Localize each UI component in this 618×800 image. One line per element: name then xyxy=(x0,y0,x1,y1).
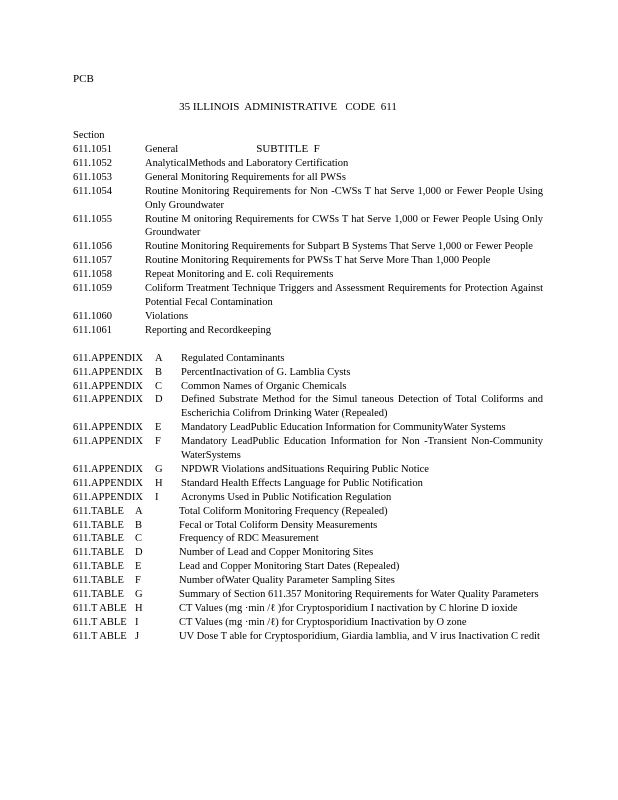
section-row xyxy=(73,171,543,185)
table-row xyxy=(73,532,543,546)
section-number: 611.1059 xyxy=(73,283,112,295)
table-number: 611.T ABLE xyxy=(73,630,127,642)
table-title: Total Coliform Monitoring Frequency (Repealed) xyxy=(179,505,388,517)
section-number: 611.1060 xyxy=(73,310,112,322)
table-row xyxy=(73,616,543,630)
table-number: 611.TABLE xyxy=(73,519,124,531)
section-row xyxy=(73,268,543,282)
table-letter: E xyxy=(135,561,142,573)
appendix-number: 611.APPENDIX xyxy=(73,463,143,475)
tables-list xyxy=(73,505,543,644)
section-title: Routine Monitoring Requirements for Subpart B Systems That Serve 1,000 or Fewer People xyxy=(145,241,533,253)
section-row xyxy=(73,324,543,338)
section-title: Routine Monitoring Requirements for PWSs T hat Serve More Than 1,000 People xyxy=(145,255,491,267)
table-letter: B xyxy=(135,519,143,531)
appendix-letter: A xyxy=(155,352,163,364)
appendix-letter: H xyxy=(155,477,163,489)
table-title: Number ofWater Quality Parameter Sampling Sites xyxy=(179,575,395,587)
table-title: Summary of Section 611.357 Monitoring Requirements for Water Quality Parameters xyxy=(179,589,539,601)
section-number: 611.1055 xyxy=(73,213,112,225)
appendix-title: PercentInactivation of G. Lamblia Cysts xyxy=(181,366,351,378)
appendix-row xyxy=(73,463,543,477)
table-row xyxy=(73,574,543,588)
table-title: Number of Lead and Copper Monitoring Sites xyxy=(179,547,374,559)
table-number: 611.T ABLE xyxy=(73,616,127,628)
appendix-number: 611.APPENDIX xyxy=(73,366,143,378)
section-title: Coliform Treatment Technique Triggers and Assessment Requirements for Protection Against Potential Fecal Contamination xyxy=(145,283,543,308)
section-title: Reporting and Recordkeeping xyxy=(145,324,271,336)
appendix-number: 611.APPENDIX xyxy=(73,491,143,503)
appendix-number: 611.APPENDIX xyxy=(73,422,143,434)
section-row xyxy=(73,185,543,213)
table-row xyxy=(73,602,543,616)
table-title: Frequency of RDC Measurement xyxy=(179,533,319,545)
table-letter: C xyxy=(135,533,143,545)
section-title: Repeat Monitoring and E. coli Requirements xyxy=(145,269,334,281)
table-letter: F xyxy=(135,575,141,587)
table-number: 611.TABLE xyxy=(73,547,124,559)
table-row xyxy=(73,519,543,533)
section-row xyxy=(73,143,543,157)
table-number: 611.TABLE xyxy=(73,589,124,601)
appendix-row xyxy=(73,421,543,435)
appendix-row xyxy=(73,491,543,505)
appendix-letter: I xyxy=(155,491,159,503)
sections-list xyxy=(73,143,543,338)
table-title: CT Values (mg ·min /ℓ )for Cryptosporidium I nactivation by C hlorine D ioxide xyxy=(179,603,518,614)
section-number: 611.1052 xyxy=(73,157,112,169)
section-title: Routine M onitoring Requirements for CWSs T hat Serve 1,000 or Fewer People Using Only Groundwater xyxy=(145,213,543,239)
table-row xyxy=(73,505,543,519)
table-title: UV Dose T able for Cryptosporidium, Giardia lamblia, and V irus Inactivation C redit xyxy=(179,630,540,642)
section-number: 611.1053 xyxy=(73,171,112,183)
table-row xyxy=(73,560,543,574)
table-title: CT Values (mg ·min /ℓ) for Cryptosporidium Inactivation by O zone xyxy=(179,616,467,628)
appendix-letter: E xyxy=(155,422,162,434)
appendix-letter: B xyxy=(155,366,163,378)
section-row xyxy=(73,282,543,310)
table-letter: J xyxy=(135,630,140,642)
appendix-letter: C xyxy=(155,380,163,392)
section-number: 611.1056 xyxy=(73,241,112,253)
table-row xyxy=(73,588,543,602)
section-title: General Monitoring Requirements for all PWSs xyxy=(145,171,346,183)
section-title: AnalyticalMethods and Laboratory Certification xyxy=(145,157,349,169)
table-number: 611.TABLE xyxy=(73,575,124,587)
appendices-list xyxy=(73,352,543,505)
section-title: General xyxy=(145,144,179,155)
table-row xyxy=(73,630,543,644)
section-row xyxy=(73,254,543,268)
table-letter: A xyxy=(135,505,143,517)
table-letter: H xyxy=(135,603,143,614)
table-number: 611.TABLE xyxy=(73,505,124,517)
table-title: Fecal or Total Coliform Density Measurements xyxy=(179,519,378,531)
spacer xyxy=(73,338,543,352)
section-number: 611.1061 xyxy=(73,324,112,336)
table-number: 611.T ABLE xyxy=(73,603,127,614)
appendix-letter: F xyxy=(155,436,161,448)
appendix-title: Regulated Contaminants xyxy=(181,352,285,364)
appendix-number: 611.APPENDIX xyxy=(73,394,143,406)
section-title: Violations xyxy=(145,310,189,322)
appendix-title: Common Names of Organic Chemicals xyxy=(181,380,347,392)
section-number: 611.1054 xyxy=(73,185,112,197)
appendix-number: 611.APPENDIX xyxy=(73,436,143,448)
section-row xyxy=(73,240,543,254)
appendix-title: Acronyms Used in Public Notification Regulation xyxy=(181,491,392,503)
table-letter: G xyxy=(135,589,143,601)
appendix-row xyxy=(73,435,543,463)
header-agency: PCB xyxy=(73,73,94,85)
appendix-row xyxy=(73,477,543,491)
section-title: Routine Monitoring Requirements for Non -CWSs T hat Serve 1,000 or Fewer People Using Only Groundwater xyxy=(145,185,543,211)
section-number: 611.1058 xyxy=(73,269,112,281)
section-label: Section xyxy=(73,130,105,141)
appendix-number: 611.APPENDIX xyxy=(73,352,143,364)
appendix-title: Standard Health Effects Language for Public Notification xyxy=(181,477,423,489)
table-row xyxy=(73,546,543,560)
table-number: 611.TABLE xyxy=(73,561,124,573)
header-title-line2: SUBTITLE F xyxy=(256,143,320,155)
section-row xyxy=(73,157,543,171)
appendix-title: Mandatory LeadPublic Education Information for CommunityWater Systems xyxy=(181,422,506,434)
appendix-title: Mandatory LeadPublic Education Information for Non -Transient Non-Community WaterSystems xyxy=(181,436,543,462)
table-number: 611.TABLE xyxy=(73,533,124,545)
appendix-title: Defined Substrate Method for the Simul taneous Detection of Total Coliforms and Escherichia Colifrom Drinking Water (Repealed) xyxy=(181,394,543,420)
appendix-row xyxy=(73,352,543,366)
appendix-letter: D xyxy=(155,394,163,406)
table-of-contents xyxy=(73,143,543,644)
appendix-row xyxy=(73,380,543,394)
table-title: Lead and Copper Monitoring Start Dates (Repealed) xyxy=(179,561,400,573)
appendix-row xyxy=(73,366,543,380)
section-number: 611.1051 xyxy=(73,144,112,155)
section-row xyxy=(73,213,543,241)
appendix-row xyxy=(73,393,543,421)
table-letter: I xyxy=(135,616,139,628)
appendix-number: 611.APPENDIX xyxy=(73,380,143,392)
appendix-letter: G xyxy=(155,463,163,475)
header-title-line1: 35 ILLINOIS ADMINISTRATIVE CODE 611 xyxy=(179,101,397,113)
table-letter: D xyxy=(135,547,143,559)
appendix-title: NPDWR Violations andSituations Requiring Public Notice xyxy=(181,463,429,475)
section-number: 611.1057 xyxy=(73,255,112,267)
section-row xyxy=(73,310,543,324)
appendix-number: 611.APPENDIX xyxy=(73,477,143,489)
